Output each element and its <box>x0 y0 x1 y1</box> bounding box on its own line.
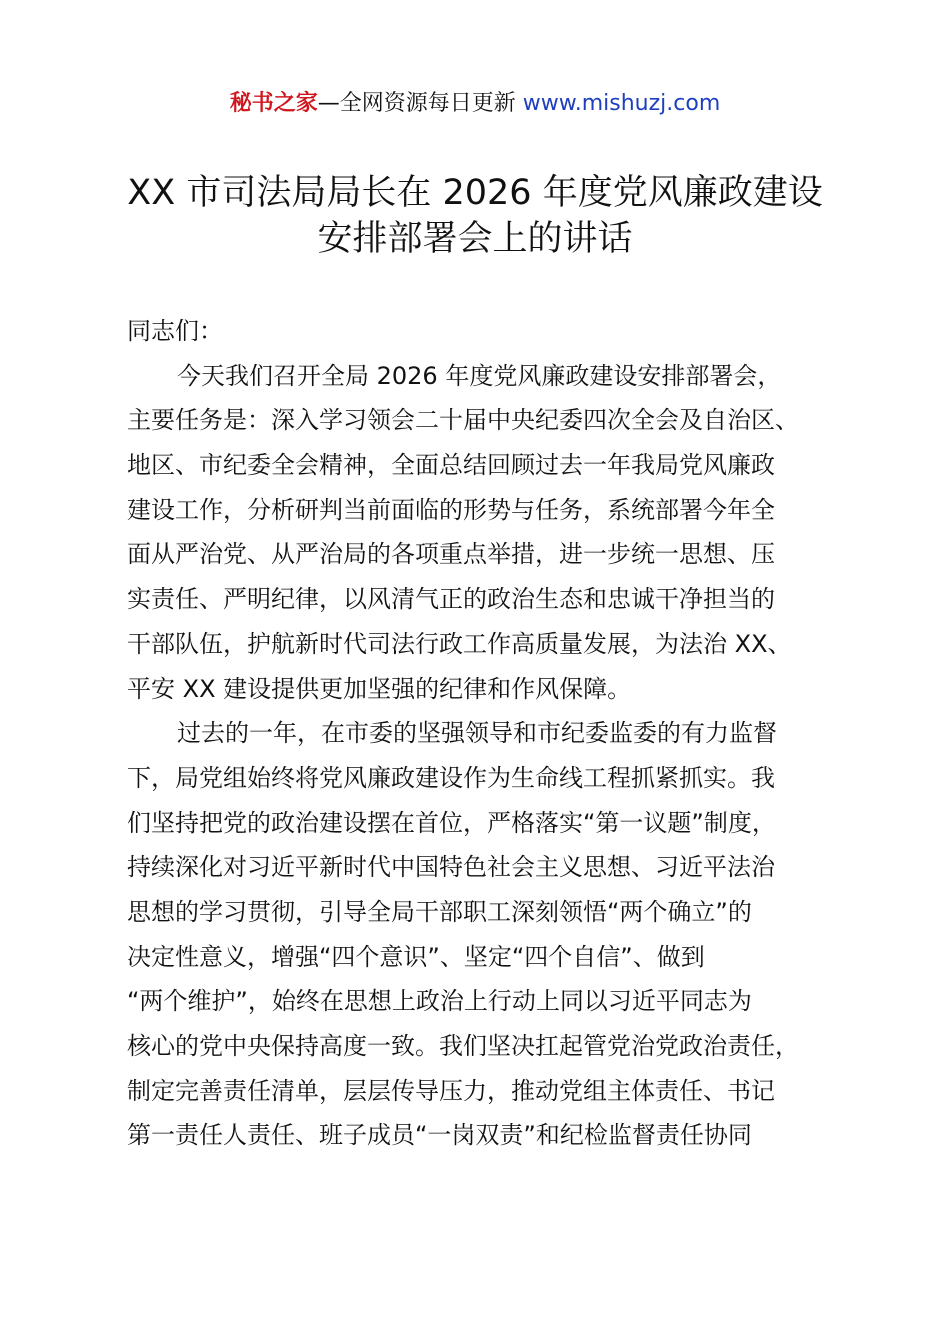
site-header <box>0 88 950 120</box>
body-line: 过去的一年，在市委的坚强领导和市纪委监委的有力监督 <box>177 719 777 748</box>
body-line: 干部队伍，护航新时代司法行政工作高质量发展，为法治 XX、 <box>127 629 792 658</box>
body-line: 主要任务是：深入学习领会二十届中央纪委四次全会及自治区、 <box>127 406 799 435</box>
document-body <box>127 309 837 1158</box>
site-brand: 秘书之家 <box>229 91 318 116</box>
body-line: 核心的党中央保持高度一致。我们坚决扛起管党治党政治责任， <box>127 1032 799 1060</box>
body-line: “两个维护”，始终在思想上政治上行动上同以习近平同志为 <box>127 987 752 1016</box>
body-line: 实责任、严明纪律，以风清气正的政治生态和忠诚干净担当的 <box>127 585 775 614</box>
body-line: 今天我们召开全局 2026 年度党风廉政建设安排部署会， <box>177 361 782 390</box>
title-line: XX 市司法局局长在 2026 年度党风廉政建设 <box>127 173 823 213</box>
document-title <box>60 170 890 262</box>
body-line: 第一责任人责任、班子成员“一岗双责”和纪检监督责任协同 <box>127 1121 752 1150</box>
body-line: 思想的学习贯彻，引导全局干部职工深刻领悟“两个确立”的 <box>127 897 752 926</box>
body-line: 地区、市纪委全会精神，全面总结回顾过去一年我局党风廉政 <box>127 451 775 480</box>
body-line: 制定完善责任清单，层层传导压力，推动党组主体责任、书记 <box>127 1076 775 1105</box>
body-line: 们坚持把党的政治建设摆在首位，严格落实“第一议题”制度， <box>127 808 776 837</box>
body-line: 面从严治党、从严治局的各项重点举措，进一步统一思想、压 <box>127 540 775 569</box>
salutation: 同志们： <box>127 317 223 345</box>
body-line: 下，局党组始终将党风廉政建设作为生命线工程抓紧抓实。我 <box>127 763 775 792</box>
header-dash: — <box>317 91 340 116</box>
body-line: 建设工作，分析研判当前面临的形势与任务，系统部署今年全 <box>127 495 775 524</box>
title-line: 安排部署会上的讲话 <box>317 219 633 259</box>
header-slogan: 全网资源每日更新 <box>339 91 523 116</box>
site-url-link[interactable]: www.mishuzj.com <box>522 91 721 116</box>
body-line: 平安 XX 建设提供更加坚强的纪律和作风保障。 <box>127 674 632 703</box>
body-line: 决定性意义，增强“四个意识”、坚定“四个自信”、做到 <box>127 942 705 971</box>
body-line: 持续深化对习近平新时代中国特色社会主义思想、习近平法治 <box>127 853 775 882</box>
